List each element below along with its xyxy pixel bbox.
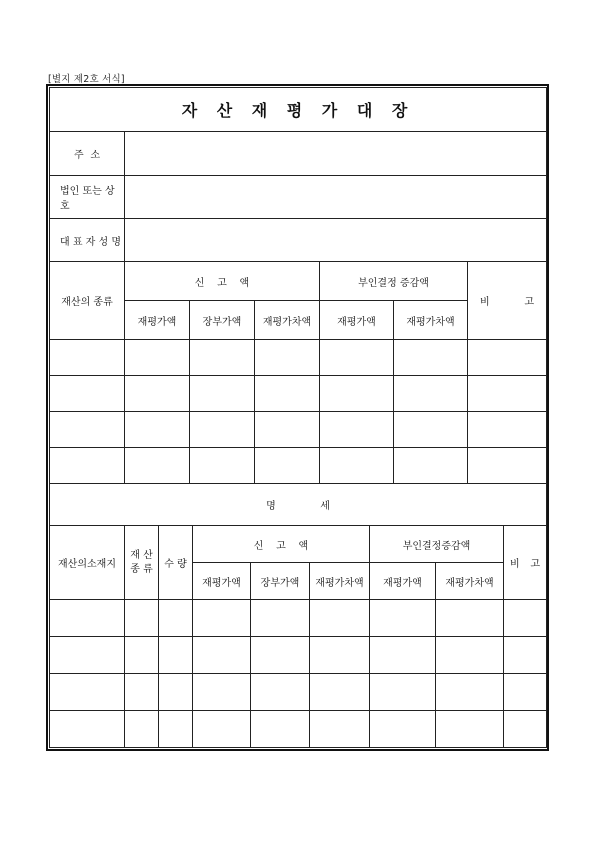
table-cell[interactable] [370, 637, 436, 674]
table-cell[interactable] [436, 600, 504, 637]
page-title: 자 산 재 평 가 대 장 [50, 88, 547, 132]
table-row [50, 412, 547, 448]
asset-type-header: 재산의 종류 [50, 262, 125, 340]
table-cell[interactable] [320, 340, 394, 376]
corp-name-field[interactable] [125, 176, 547, 219]
table-cell[interactable] [251, 711, 310, 748]
corp-name-label: 법인 또는 상호 [50, 176, 125, 219]
table-cell[interactable] [370, 711, 436, 748]
table-row [50, 674, 547, 711]
table-cell[interactable] [50, 637, 125, 674]
table-cell[interactable] [504, 637, 547, 674]
table-cell[interactable] [310, 674, 370, 711]
table-cell[interactable] [255, 448, 320, 484]
table-cell[interactable] [255, 340, 320, 376]
table-cell[interactable] [436, 674, 504, 711]
table-cell[interactable] [125, 600, 159, 637]
table-cell[interactable] [125, 412, 190, 448]
asset-revaluation-register-table [49, 87, 547, 484]
declared-amount-header: 신 고 액 [125, 262, 320, 301]
table-cell[interactable] [255, 376, 320, 412]
table-cell[interactable] [159, 674, 193, 711]
table-cell[interactable] [251, 637, 310, 674]
table-cell[interactable] [50, 674, 125, 711]
table-cell[interactable] [468, 412, 547, 448]
disputed-revaluation-amount-header: 재평가액 [370, 563, 436, 600]
table-cell[interactable] [125, 674, 159, 711]
table-cell[interactable] [125, 637, 159, 674]
table-cell[interactable] [255, 412, 320, 448]
table-cell[interactable] [310, 637, 370, 674]
table-cell[interactable] [125, 340, 190, 376]
table-cell[interactable] [193, 600, 251, 637]
table-cell[interactable] [394, 376, 468, 412]
disputed-change-header: 부인결정 증감액 [320, 262, 468, 301]
table-cell[interactable] [190, 448, 255, 484]
table-cell[interactable] [193, 637, 251, 674]
table-cell[interactable] [50, 448, 125, 484]
table-cell[interactable] [320, 448, 394, 484]
table-cell[interactable] [394, 412, 468, 448]
book-value-header: 장부가액 [190, 301, 255, 340]
table-cell[interactable] [251, 674, 310, 711]
table-cell[interactable] [394, 448, 468, 484]
disputed-change-header: 부인결정증감액 [370, 526, 504, 563]
table-cell[interactable] [394, 340, 468, 376]
quantity-header: 수 량 [159, 526, 193, 600]
ceo-name-field[interactable] [125, 219, 547, 262]
asset-location-header: 재산의소재지 [50, 526, 125, 600]
table-cell[interactable] [159, 600, 193, 637]
asset-type-header: 재 산 종 류 [125, 526, 159, 600]
details-table [49, 483, 547, 748]
revaluation-diff-header: 재평가차액 [310, 563, 370, 600]
table-cell[interactable] [190, 376, 255, 412]
table-cell[interactable] [193, 674, 251, 711]
declared-amount-header: 신 고 액 [193, 526, 370, 563]
remarks-header: 비 고 [468, 262, 547, 340]
revaluation-amount-header: 재평가액 [125, 301, 190, 340]
table-row [50, 711, 547, 748]
table-cell[interactable] [504, 674, 547, 711]
table-cell[interactable] [436, 711, 504, 748]
revaluation-diff-header: 재평가차액 [255, 301, 320, 340]
table-cell[interactable] [190, 412, 255, 448]
remarks-header: 비 고 [504, 526, 547, 600]
disputed-revaluation-amount-header: 재평가액 [320, 301, 394, 340]
table-cell[interactable] [125, 448, 190, 484]
table-cell[interactable] [468, 448, 547, 484]
table-cell[interactable] [468, 340, 547, 376]
table-cell[interactable] [159, 711, 193, 748]
disputed-revaluation-diff-header: 재평가차액 [394, 301, 468, 340]
table-row [50, 600, 547, 637]
table-cell[interactable] [310, 711, 370, 748]
book-value-header: 장부가액 [251, 563, 310, 600]
form-reference: [별지 제2호 서식] [48, 74, 125, 85]
details-heading: 명 세 [50, 484, 547, 526]
table-cell[interactable] [251, 600, 310, 637]
table-cell[interactable] [50, 340, 125, 376]
table-cell[interactable] [50, 412, 125, 448]
table-cell[interactable] [50, 600, 125, 637]
table-cell[interactable] [50, 376, 125, 412]
table-row [50, 448, 547, 484]
table-cell[interactable] [370, 674, 436, 711]
table-cell[interactable] [159, 637, 193, 674]
table-cell[interactable] [125, 376, 190, 412]
table-cell[interactable] [370, 600, 436, 637]
disputed-revaluation-diff-header: 재평가차액 [436, 563, 504, 600]
table-cell[interactable] [468, 376, 547, 412]
table-cell[interactable] [504, 600, 547, 637]
table-row [50, 637, 547, 674]
table-cell[interactable] [320, 412, 394, 448]
table-cell[interactable] [125, 711, 159, 748]
table-cell[interactable] [504, 711, 547, 748]
ceo-name-label: 대 표 자 성 명 [50, 219, 125, 262]
table-cell[interactable] [310, 600, 370, 637]
table-cell[interactable] [193, 711, 251, 748]
revaluation-amount-header: 재평가액 [193, 563, 251, 600]
table-row [50, 376, 547, 412]
address-field[interactable] [125, 132, 547, 176]
table-cell[interactable] [50, 711, 125, 748]
table-row [50, 340, 547, 376]
table-cell[interactable] [320, 376, 394, 412]
table-cell[interactable] [436, 637, 504, 674]
address-label: 주 소 [50, 132, 125, 176]
table-cell[interactable] [190, 340, 255, 376]
